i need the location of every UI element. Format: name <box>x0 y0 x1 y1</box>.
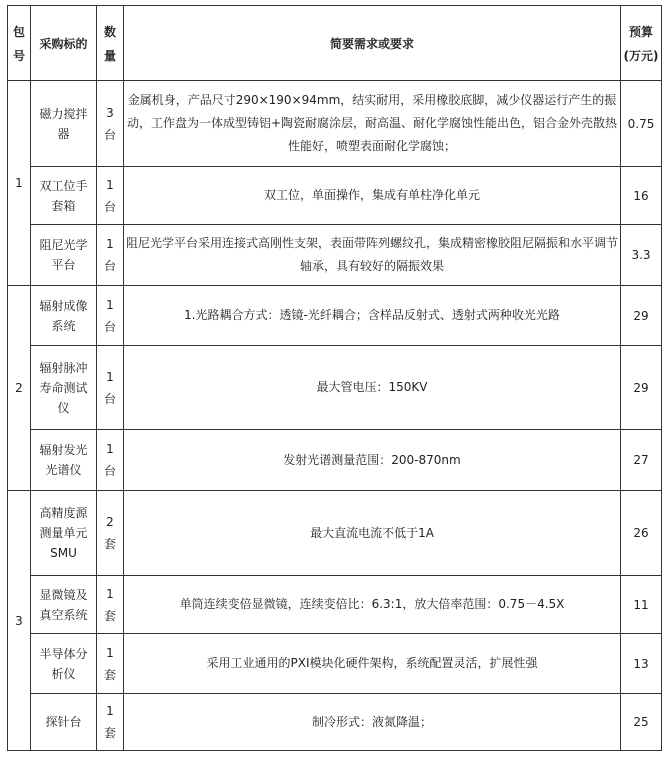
item-cell: 半导体分析仪 <box>31 634 97 694</box>
header-item: 采购标的 <box>31 6 97 81</box>
table-row <box>8 576 662 634</box>
budget-cell: 13 <box>621 634 662 694</box>
package-number-cell: 3 <box>8 491 31 751</box>
table-row <box>8 346 662 430</box>
requirements-cell: 最大直流电流不低于1A <box>124 491 621 576</box>
header-row <box>8 6 662 81</box>
budget-cell: 11 <box>621 576 662 634</box>
quantity-cell: 3台 <box>97 81 124 167</box>
item-cell: 辐射发光光谱仪 <box>31 430 97 491</box>
requirements-cell: 阻尼光学平台采用连接式高刚性支架，表面带阵列螺纹孔，集成精密橡胶阻尼隔振和水平调节轴承，具有较好的隔振效果 <box>124 225 621 286</box>
table-row <box>8 430 662 491</box>
budget-cell: 29 <box>621 346 662 430</box>
quantity-cell: 1套 <box>97 576 124 634</box>
requirements-cell: 发射光谱测量范围：200-870nm <box>124 430 621 491</box>
quantity-cell: 1台 <box>97 225 124 286</box>
header-budget: 预算(万元) <box>621 6 662 81</box>
header-requirements: 简要需求或要求 <box>124 6 621 81</box>
requirements-cell: 单筒连续变倍显微镜，连续变倍比：6.3:1，放大倍率范围：0.75－4.5X <box>124 576 621 634</box>
quantity-cell: 1台 <box>97 286 124 346</box>
quantity-cell: 1台 <box>97 430 124 491</box>
item-cell: 显微镜及真空系统 <box>31 576 97 634</box>
procurement-table <box>7 5 662 751</box>
quantity-cell: 1台 <box>97 167 124 225</box>
budget-cell: 3.3 <box>621 225 662 286</box>
item-cell: 磁力搅拌器 <box>31 81 97 167</box>
item-cell: 高精度源测量单元SMU <box>31 491 97 576</box>
budget-cell: 0.75 <box>621 81 662 167</box>
requirements-cell: 1.光路耦合方式：透镜-光纤耦合；含样品反射式、透射式两种收光光路 <box>124 286 621 346</box>
table-row <box>8 634 662 694</box>
quantity-cell: 1台 <box>97 346 124 430</box>
requirements-cell: 最大管电压：150KV <box>124 346 621 430</box>
budget-cell: 16 <box>621 167 662 225</box>
requirements-cell: 双工位，单面操作，集成有单柱净化单元 <box>124 167 621 225</box>
header-quantity: 数量 <box>97 6 124 81</box>
requirements-cell: 制冷形式：液氮降温； <box>124 694 621 751</box>
budget-cell: 26 <box>621 491 662 576</box>
budget-cell: 29 <box>621 286 662 346</box>
quantity-cell: 2套 <box>97 491 124 576</box>
table-row <box>8 167 662 225</box>
table-row <box>8 225 662 286</box>
header-package: 包号 <box>8 6 31 81</box>
package-number-cell: 2 <box>8 286 31 491</box>
requirements-cell: 采用工业通用的PXI模块化硬件架构，系统配置灵活，扩展性强 <box>124 634 621 694</box>
item-cell: 阻尼光学平台 <box>31 225 97 286</box>
table-row <box>8 81 662 167</box>
item-cell: 双工位手套箱 <box>31 167 97 225</box>
table-row <box>8 491 662 576</box>
package-number-cell: 1 <box>8 81 31 286</box>
budget-cell: 27 <box>621 430 662 491</box>
quantity-cell: 1套 <box>97 634 124 694</box>
table-row <box>8 694 662 751</box>
item-cell: 探针台 <box>31 694 97 751</box>
table-row <box>8 286 662 346</box>
requirements-cell: 金属机身，产品尺寸290×190×94mm，结实耐用，采用橡胶底脚，减少仪器运行产生的振动，工作盘为一体成型铸铝+陶瓷耐腐涂层，耐高温、耐化学腐蚀性能出色，铝合金外壳散热性能好，喷塑表面耐化学腐蚀； <box>124 81 621 167</box>
item-cell: 辐射脉冲寿命测试仪 <box>31 346 97 430</box>
quantity-cell: 1套 <box>97 694 124 751</box>
budget-cell: 25 <box>621 694 662 751</box>
item-cell: 辐射成像系统 <box>31 286 97 346</box>
